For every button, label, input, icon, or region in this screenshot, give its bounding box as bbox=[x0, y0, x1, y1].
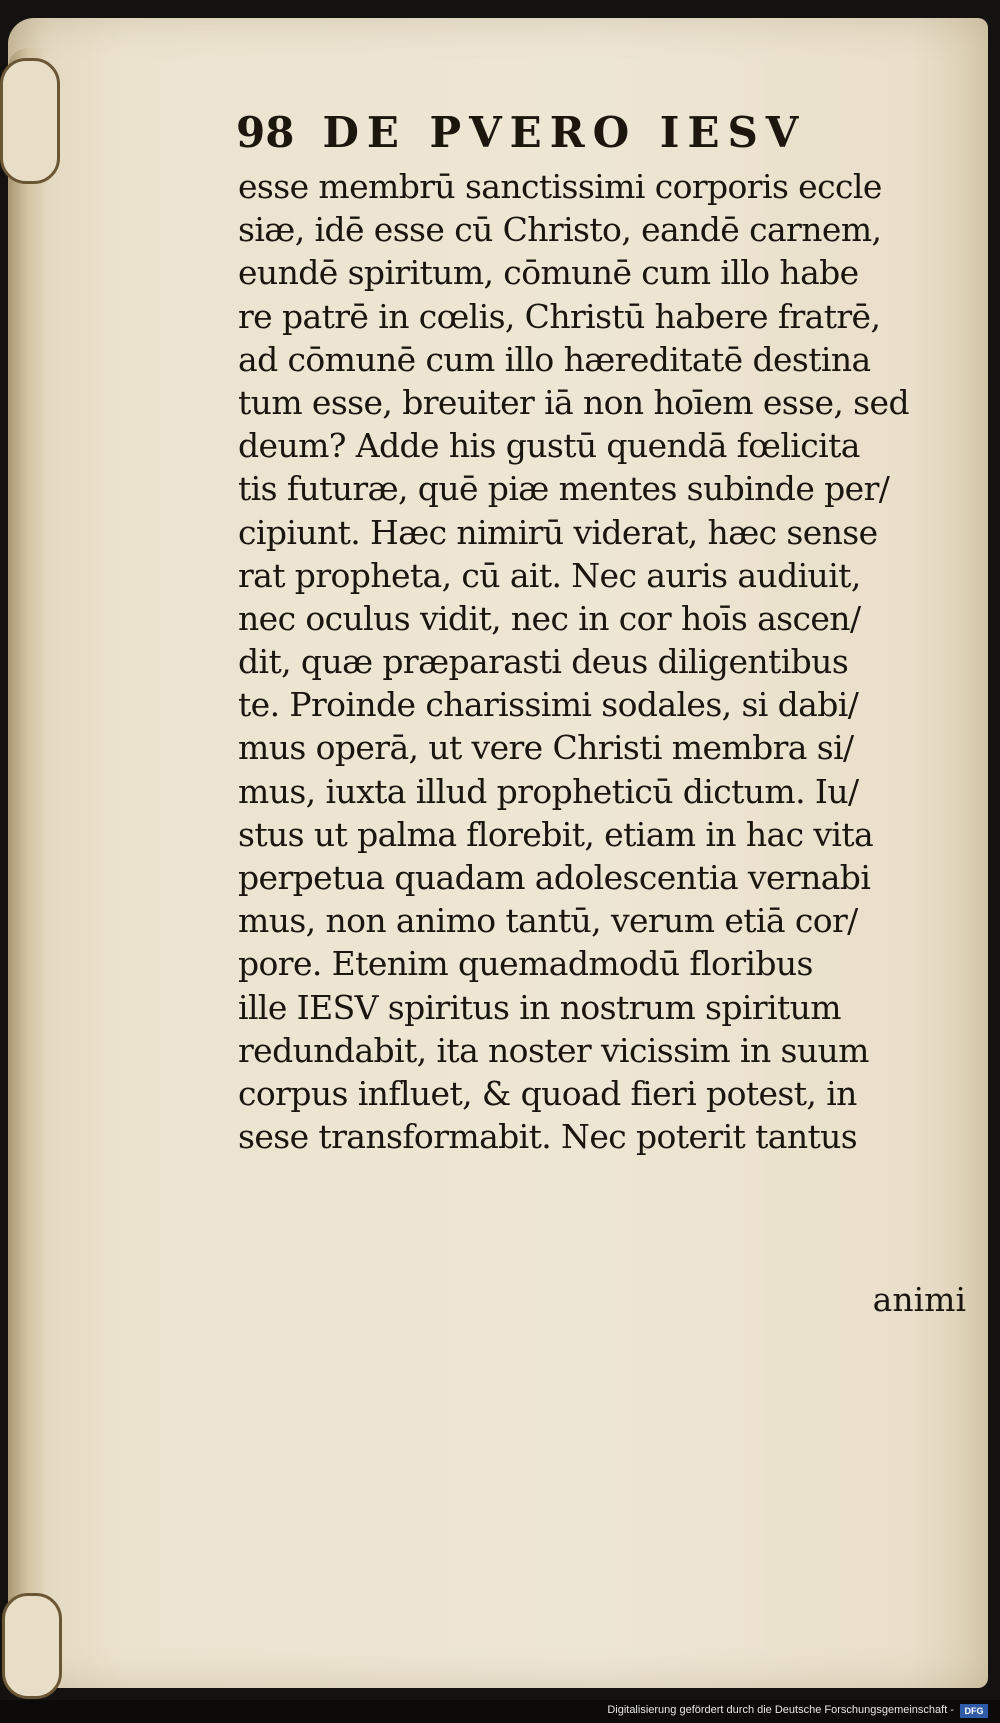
text-line: tum esse, breuiter iā non hoīem esse, sed bbox=[238, 382, 909, 422]
text-line: rat propheta, cū ait. Nec auris audiuit, bbox=[238, 555, 861, 595]
page-number: 98 bbox=[236, 108, 295, 157]
binding-clasp-top bbox=[0, 58, 60, 184]
text-line: nec oculus vidit, nec in cor hoīs ascen/ bbox=[238, 598, 861, 638]
text-line: deum? Adde his gustū quendā fœlicita bbox=[238, 426, 860, 466]
text-line: corpus influet, & quoad fieri potest, in bbox=[238, 1073, 857, 1113]
dfg-logo: DFG bbox=[960, 1704, 988, 1718]
body-text bbox=[238, 165, 978, 1158]
catchword: animi bbox=[872, 1280, 966, 1319]
running-title: DE PVERO IESV bbox=[322, 108, 807, 157]
running-header bbox=[236, 108, 806, 157]
text-line: eundē spiritum, cōmunē cum illo habe bbox=[238, 253, 859, 293]
text-line: tis futuræ, quē piæ mentes subinde per/ bbox=[238, 469, 890, 509]
text-line: re patrē in cœlis, Christū habere fratrē, bbox=[238, 296, 881, 336]
text-line: cipiunt. Hæc nimirū viderat, hæc sense bbox=[238, 512, 878, 552]
text-line: perpetua quadam adolescentia vernabi bbox=[238, 858, 871, 897]
page-spine bbox=[8, 48, 44, 1668]
text-line: mus, iuxta illud propheticū dictum. Iu/ bbox=[238, 771, 859, 811]
text-line: sese transformabit. Nec poterit tantus bbox=[238, 1117, 858, 1157]
text-line: stus ut palma florebit, etiam in hac vita bbox=[238, 814, 874, 854]
digitization-credit: Digitalisierung gefördert durch die Deutsche Forschungsgemeinschaft - bbox=[607, 1704, 954, 1716]
text-line: mus, non animo tantū, verum etiā cor/ bbox=[238, 901, 858, 941]
text-line: ille IESV spiritus in nostrum spiritum bbox=[238, 987, 841, 1027]
text-line: mus operā, ut vere Christi membra si/ bbox=[238, 728, 854, 768]
text-line: te. Proinde charissimi sodales, si dabi/ bbox=[238, 685, 859, 725]
text-line: pore. Etenim quemadmodū floribus bbox=[238, 944, 813, 984]
text-line: siæ, idē esse cū Christo, eandē carnem, bbox=[238, 210, 882, 250]
binding-clasp-bottom bbox=[2, 1593, 62, 1699]
text-line: ad cōmunē cum illo hæreditatē destina bbox=[238, 339, 871, 379]
text-line: redundabit, ita noster vicissim in suum bbox=[238, 1030, 869, 1070]
text-line: dit, quæ præparasti deus diligentibus bbox=[238, 642, 849, 682]
text-line: esse membrū sanctissimi corporis eccle bbox=[238, 167, 882, 206]
